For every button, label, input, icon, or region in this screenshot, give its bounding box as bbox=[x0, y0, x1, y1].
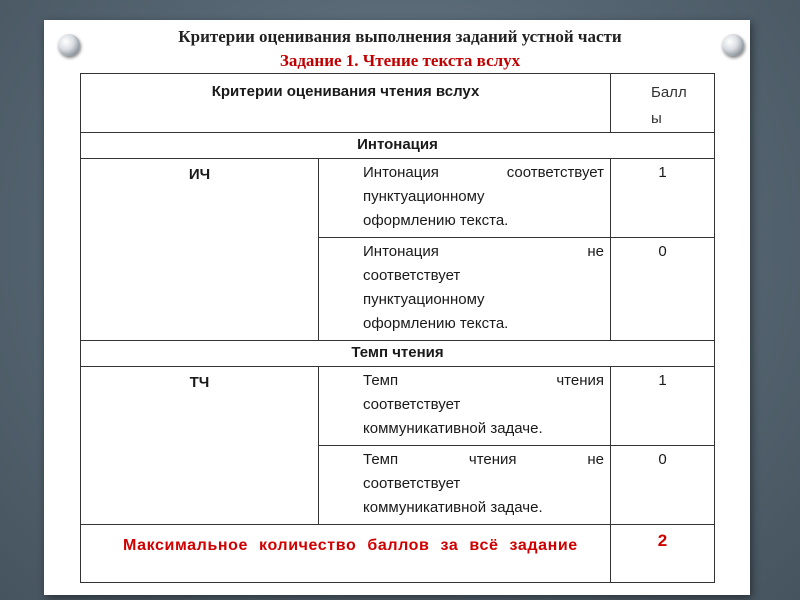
section-row-tempo bbox=[81, 341, 715, 367]
criterion-code: ИЧ bbox=[81, 159, 319, 341]
section-row-intonation bbox=[81, 133, 715, 159]
description-line: соответствует bbox=[363, 267, 461, 284]
criterion-points: 0 bbox=[611, 446, 715, 525]
header-criteria: Критерии оценивания чтения вслух bbox=[81, 74, 611, 133]
description-line: оформлению текста. bbox=[363, 212, 509, 229]
table-header-row bbox=[81, 74, 715, 133]
slide-title: Критерии оценивания выполнения заданий устной части bbox=[178, 27, 622, 46]
description-line: соответствует bbox=[363, 475, 461, 492]
description-line: коммуникативной задаче. bbox=[363, 499, 543, 516]
description-line: пунктуационному bbox=[363, 291, 485, 308]
criterion-description bbox=[319, 238, 611, 341]
section-title: Темп чтения bbox=[81, 341, 715, 367]
criterion-description bbox=[319, 159, 611, 238]
description-line: оформлению текста. bbox=[363, 315, 509, 332]
max-score-row bbox=[81, 525, 715, 583]
description-line: коммуникативной задаче. bbox=[363, 420, 543, 437]
criterion-points: 1 bbox=[611, 367, 715, 446]
table-row bbox=[81, 367, 715, 446]
description-line: Интонация соответствует bbox=[363, 164, 604, 181]
criterion-description bbox=[319, 446, 611, 525]
criterion-code: ТЧ bbox=[81, 367, 319, 525]
criterion-description bbox=[319, 367, 611, 446]
description-line: соответствует bbox=[363, 396, 461, 413]
section-title: Интонация bbox=[81, 133, 715, 159]
max-score-label: Максимальное количество баллов за всё задание bbox=[81, 525, 611, 583]
criterion-points: 1 bbox=[611, 159, 715, 238]
criterion-points: 0 bbox=[611, 238, 715, 341]
max-score-value: 2 bbox=[611, 525, 715, 583]
description-line: пунктуационному bbox=[363, 188, 485, 205]
description-line: Темп чтения не bbox=[363, 451, 604, 468]
header-points-line1: Балл bbox=[651, 84, 687, 101]
header-points bbox=[611, 74, 715, 133]
description-line: Интонация не bbox=[363, 243, 604, 260]
slide-subtitle: Задание 1. Чтение текста вслух bbox=[279, 51, 521, 70]
criteria-table bbox=[80, 73, 715, 583]
table-row bbox=[81, 159, 715, 238]
header-points-line2: ы bbox=[651, 110, 662, 127]
description-line: Темп чтения bbox=[363, 372, 604, 389]
